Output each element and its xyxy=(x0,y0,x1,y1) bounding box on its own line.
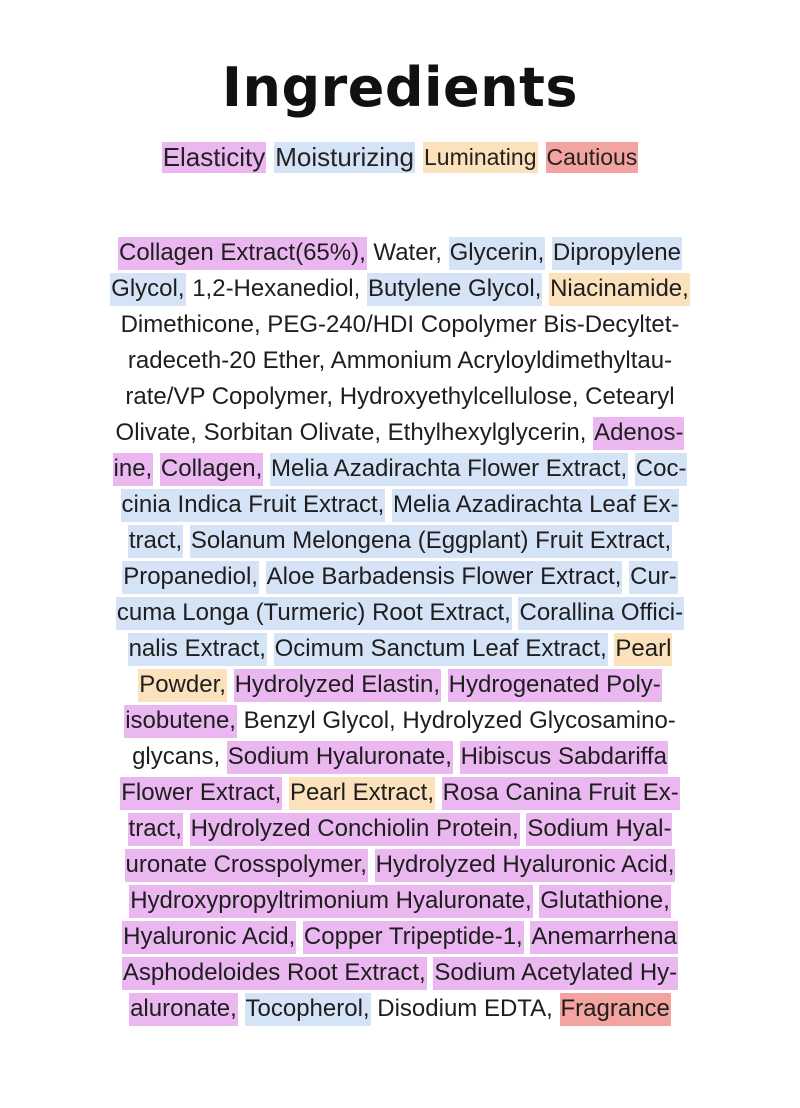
ingredient-line xyxy=(52,991,748,1027)
ingredient-moisturizing: Butylene Glycol, xyxy=(367,273,542,306)
ingredient-line xyxy=(52,271,748,307)
ingredient-elasticity: Asphodeloides Root Extract, xyxy=(122,957,427,990)
ingredient-line xyxy=(52,343,748,379)
ingredient-text xyxy=(453,743,460,770)
ingredient-elasticity: Hydroxypropyltrimonium Hyaluronate, xyxy=(129,885,532,918)
ingredient-line xyxy=(52,523,748,559)
ingredient-line xyxy=(52,235,748,271)
ingredient-text xyxy=(183,815,190,842)
ingredient-text: 1,2-Hexanediol, xyxy=(185,275,367,302)
ingredient-text xyxy=(227,671,234,698)
ingredient-moisturizing: Melia Azadirachta Flower Extract, xyxy=(270,453,628,486)
legend-elasticity: Elasticity xyxy=(162,142,266,172)
legend-cautious: Cautious xyxy=(546,142,639,173)
ingredient-elasticity: Flower Extract, xyxy=(120,777,282,810)
ingredient-elasticity: Hyaluronic Acid, xyxy=(122,921,296,954)
ingredient-elasticity: ine, xyxy=(113,453,154,486)
ingredient-moisturizing: Solanum Melongena (Eggplant) Fruit Extract, xyxy=(190,525,672,558)
ingredient-text: Benzyl Glycol, Hydrolyzed Glycosamino- xyxy=(236,707,676,734)
ingredient-moisturizing: Dipropylene xyxy=(552,237,682,270)
ingredient-moisturizing: Glycol, xyxy=(110,273,185,306)
ingredient-line xyxy=(52,595,748,631)
ingredient-text: Dimethicone, PEG-240/HDI Copolymer Bis-Decyltet- xyxy=(120,311,680,338)
ingredient-text: Olivate, Sorbitan Olivate, Ethylhexylglycerin, xyxy=(115,419,594,446)
ingredient-elasticity: Sodium Hyaluronate, xyxy=(227,741,453,774)
ingredient-text: rate/VP Copolymer, Hydroxyethylcellulose, Cetearyl xyxy=(125,383,675,410)
ingredient-line xyxy=(52,307,748,343)
ingredient-text xyxy=(368,851,375,878)
ingredient-elasticity: Hydrolyzed Hyaluronic Acid, xyxy=(375,849,676,882)
ingredient-elasticity: aluronate, xyxy=(129,993,238,1026)
category-legend xyxy=(0,142,800,173)
ingredient-line xyxy=(52,811,748,847)
ingredient-moisturizing: Ocimum Sanctum Leaf Extract, xyxy=(274,633,608,666)
ingredient-elasticity: uronate Crosspolymer, xyxy=(125,849,368,882)
ingredient-line xyxy=(52,883,748,919)
legend-luminating: Luminating xyxy=(423,142,538,173)
legend-moisturizing: Moisturizing xyxy=(275,142,414,172)
ingredient-line xyxy=(52,631,748,667)
ingredient-moisturizing: Propanediol, xyxy=(122,561,259,594)
ingredient-text: glycans, xyxy=(132,743,227,770)
ingredient-elasticity: Sodium Acetylated Hy- xyxy=(433,957,678,990)
ingredient-text xyxy=(441,671,448,698)
ingredient-text xyxy=(238,995,245,1022)
ingredient-elasticity: Anemarrhena xyxy=(530,921,677,954)
ingredient-text xyxy=(385,491,392,518)
ingredient-cautious: Fragrance xyxy=(560,993,671,1026)
ingredient-elasticity: Rosa Canina Fruit Ex- xyxy=(442,777,680,810)
ingredient-line xyxy=(52,919,748,955)
ingredient-moisturizing: cinia Indica Fruit Extract, xyxy=(121,489,386,522)
ingredient-line xyxy=(52,955,748,991)
ingredient-elasticity: Collagen, xyxy=(160,453,263,486)
ingredient-elasticity: Glutathione, xyxy=(539,885,670,918)
ingredient-text xyxy=(435,779,442,806)
ingredient-line xyxy=(52,847,748,883)
ingredient-elasticity: Collagen Extract(65%), xyxy=(118,237,367,270)
ingredient-elasticity: Hydrogenated Poly- xyxy=(448,669,662,702)
ingredient-luminating: Niacinamide, xyxy=(549,273,690,306)
ingredient-text: Water, xyxy=(366,239,449,266)
ingredient-list xyxy=(52,235,748,1027)
ingredient-moisturizing: Melia Azadirachta Leaf Ex- xyxy=(392,489,679,522)
ingredient-elasticity: Hibiscus Sabdariffa xyxy=(460,741,668,774)
ingredient-luminating: Powder, xyxy=(138,669,227,702)
ingredient-moisturizing: Corallina Offici- xyxy=(518,597,684,630)
ingredient-elasticity: isobutene, xyxy=(124,705,237,738)
ingredient-elasticity: Hydrolyzed Conchiolin Protein, xyxy=(190,813,520,846)
ingredient-line xyxy=(52,667,748,703)
ingredient-text xyxy=(183,527,190,554)
ingredient-text xyxy=(545,239,552,266)
ingredient-line xyxy=(52,451,748,487)
ingredient-moisturizing: Tocopherol, xyxy=(245,993,371,1026)
page-title: Ingredients xyxy=(221,56,579,120)
ingredient-text: radeceth-20 Ether, Ammonium Acryloyldimethyltau- xyxy=(127,347,673,374)
ingredient-moisturizing: Coc- xyxy=(635,453,688,486)
ingredient-luminating: Pearl Extract, xyxy=(289,777,435,810)
ingredient-text xyxy=(628,455,635,482)
ingredient-line xyxy=(52,559,748,595)
ingredient-elasticity: Adenos- xyxy=(593,417,684,450)
ingredient-elasticity: Copper Tripeptide-1, xyxy=(303,921,524,954)
ingredient-line xyxy=(52,703,748,739)
ingredient-line xyxy=(52,739,748,775)
ingredient-elasticity: tract, xyxy=(128,813,183,846)
ingredient-text xyxy=(282,779,289,806)
ingredient-line xyxy=(52,415,748,451)
ingredient-text xyxy=(259,563,266,590)
ingredient-luminating: Pearl xyxy=(614,633,672,666)
ingredient-text: Disodium EDTA, xyxy=(370,995,560,1022)
ingredient-moisturizing: tract, xyxy=(128,525,183,558)
ingredient-text xyxy=(153,455,160,482)
ingredient-elasticity: Sodium Hyal- xyxy=(526,813,672,846)
ingredient-moisturizing: Cur- xyxy=(629,561,678,594)
ingredient-line xyxy=(52,775,748,811)
ingredient-text xyxy=(267,635,274,662)
ingredient-moisturizing: nalis Extract, xyxy=(128,633,267,666)
ingredient-moisturizing: Glycerin, xyxy=(449,237,546,270)
ingredient-line xyxy=(52,487,748,523)
ingredient-line xyxy=(52,379,748,415)
ingredient-elasticity: Hydrolyzed Elastin, xyxy=(234,669,441,702)
ingredient-text xyxy=(296,923,303,950)
ingredient-moisturizing: Aloe Barbadensis Flower Extract, xyxy=(266,561,623,594)
ingredient-moisturizing: cuma Longa (Turmeric) Root Extract, xyxy=(116,597,512,630)
ingredient-text xyxy=(263,455,270,482)
